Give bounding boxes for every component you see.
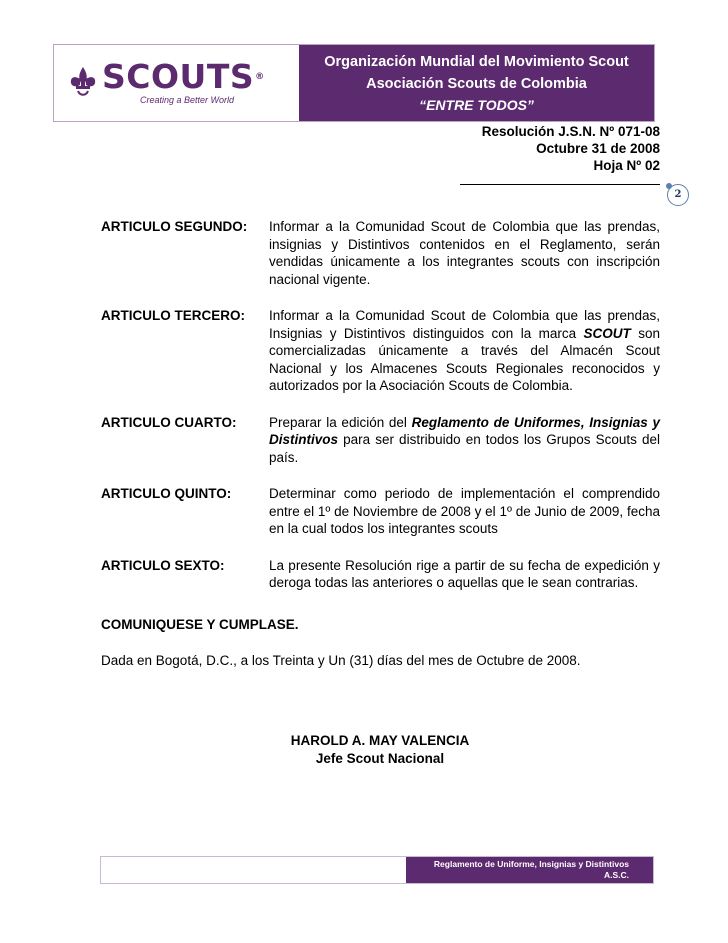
- page-number-badge: 2: [667, 184, 689, 206]
- article-label: ARTICULO QUINTO:: [101, 486, 232, 501]
- resolution-date: Octubre 31 de 2008: [536, 141, 660, 156]
- logo-wordmark: SCOUTS®: [102, 57, 265, 96]
- articles-list: [101, 218, 660, 611]
- banner-motto: “ENTRE TODOS”: [419, 97, 534, 113]
- header-banner: [53, 44, 655, 122]
- scout-brand-emphasis: SCOUT: [583, 325, 631, 341]
- signatory-title: Jefe Scout Nacional: [315, 751, 445, 766]
- article-segundo: [101, 218, 660, 288]
- regulation-title-emphasis: Reglamento de Uniformes, Insignias y Distintivos: [269, 414, 660, 447]
- article-text: Preparar la edición del Reglamento de Uniformes, Insignias y Distintivos para ser distribuido en todos los Grupos Scouts del país.: [269, 414, 660, 465]
- article-text: Informar a la Comunidad Scout de Colombia que las prendas, insignias y Distintivos contenidos en el Reglamento, serán vendidas únicamente a los integrantes scouts con inscripción nacional vigente.: [269, 219, 660, 287]
- signature-block: [250, 732, 510, 768]
- banner-title-block: [299, 45, 654, 121]
- article-label: ARTICULO SEGUNDO:: [101, 219, 248, 234]
- article-cuarto: [101, 414, 660, 467]
- article-label: ARTICULO CUARTO:: [101, 414, 237, 430]
- logo-area: [54, 45, 301, 121]
- article-text: Informar a la Comunidad Scout de Colombia que las prendas, Insignias y Distintivos distinguidos con la marca SCOUT son comercializadas únicamente a través del Almacén Scout Nacional y los Almacenes Scouts Regionales reconocidos y autorizados por la Asociación Scouts de Colombia.: [269, 308, 660, 393]
- issuance-statement: Dada en Bogotá, D.C., a los Treinta y Un (31) días del mes de Octubre de 2008.: [101, 653, 581, 668]
- article-text: La presente Resolución rige a partir de su fecha de expedición y deroga todas las anteriores o aquellas que le sean contrarias.: [269, 557, 660, 590]
- article-sexto: [101, 557, 660, 592]
- article-tercero: [101, 307, 660, 395]
- signatory-name: HAROLD A. MAY VALENCIA: [290, 733, 470, 748]
- resolution-sheet: Hoja Nº 02: [593, 158, 660, 173]
- footer-band: [406, 857, 653, 883]
- article-text: Determinar como periodo de implementación el comprendido entre el 1º de Noviembre de 2008 y el 1º de Junio de 2009, fecha en la cual todos los integrantes scouts: [269, 486, 660, 536]
- banner-association-name: Asociación Scouts de Colombia: [366, 76, 587, 92]
- closing-statement: COMUNIQUESE Y CUMPLASE.: [101, 617, 299, 632]
- logo-tagline: Creating a Better World: [140, 95, 235, 105]
- signature-rule: [460, 184, 660, 185]
- article-label: ARTICULO SEXTO:: [101, 557, 225, 573]
- footer-bar: [100, 856, 654, 884]
- footer-title: Reglamento de Uniforme, Insignias y Distintivos: [433, 859, 629, 869]
- fleur-de-lis-icon: [68, 65, 98, 99]
- article-label: ARTICULO TERCERO:: [101, 308, 245, 323]
- article-quinto: [101, 485, 660, 538]
- resolution-block: [482, 123, 660, 174]
- footer-org: A.S.C.: [603, 870, 629, 880]
- resolution-number: Resolución J.S.N. Nº 071-08: [481, 124, 660, 139]
- banner-org-name: Organización Mundial del Movimiento Scout: [324, 54, 629, 70]
